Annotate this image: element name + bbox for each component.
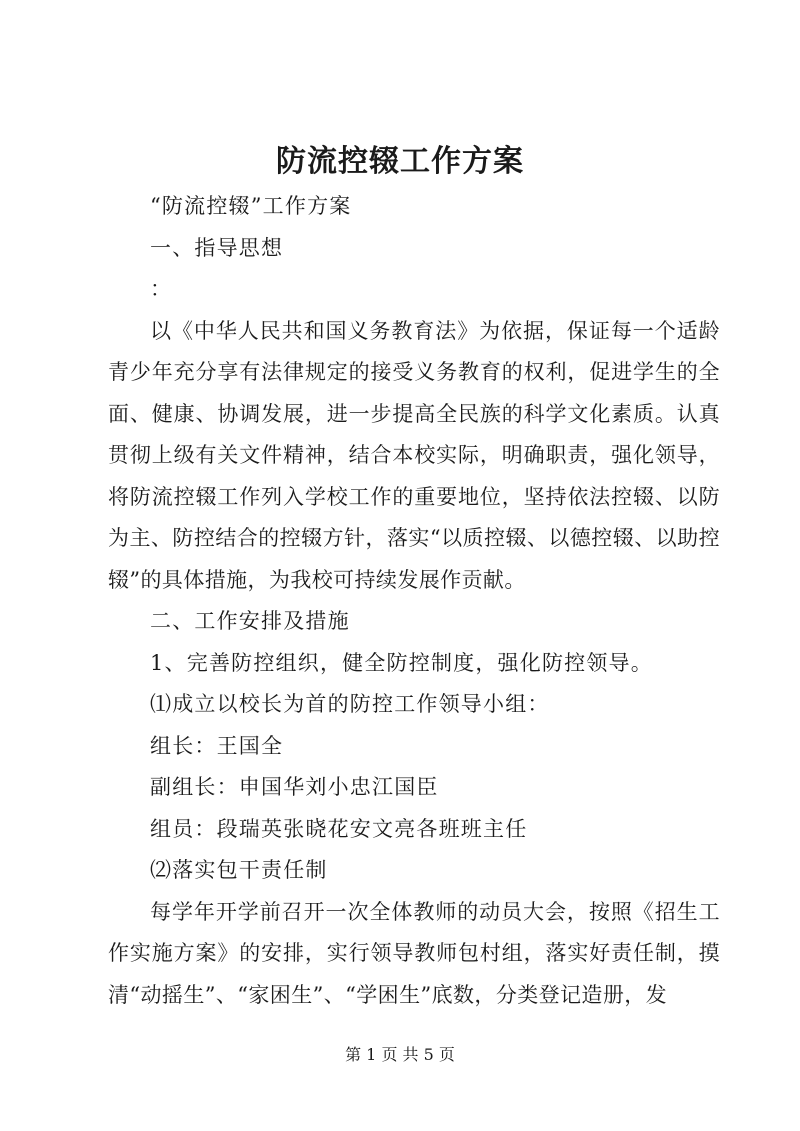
paragraph-heading-guiding-thought: 一、指导思想 (150, 235, 284, 260)
paragraph-item-1-sub-1: ⑴成立以校长为首的防控工作领导小组： (150, 692, 550, 716)
page-footer: 第 1 页 共 5 页 (345, 1045, 455, 1064)
paragraph-item-1-sub-2: ⑵落实包干责任制 (150, 858, 328, 882)
paragraph-colon: ： (150, 277, 173, 301)
document-title: 防流控辍工作方案 (276, 144, 524, 179)
paragraph-item-1: 1、完善防控组织，健全防控制度，强化防控领导。 (150, 650, 653, 675)
paragraph-group-leader: 组长：王国全 (150, 733, 284, 758)
paragraph-deputy-leaders: 副组长：申国华刘小忠江国臣 (150, 775, 439, 799)
paragraph-responsibility-body: 每学年开学前召开一次全体教师的动员大会，按照《招生工作实施方案》的安排，实行领导教师包村组，落实好责任制，摸清“动摇生”、“家困生”、“学困生”底数，分类登记造册，发 (108, 899, 720, 1007)
paragraph-subtitle: “防流控辍”工作方案 (150, 194, 352, 218)
document-body (108, 186, 720, 1016)
paragraph-guiding-thought-body: 以《中华人民共和国义务教育法》为依据，保证每一个适龄青少年充分享有法律规定的接受义务教育的权利，促进学生的全面、健康、协调发展，进一步提高全民族的科学文化素质。认真贯彻上级有关文件精神，结合本校实际，明确职责，强化领导，将防流控辍工作列入学校工作的重要地位，坚持依法控辍、以防为主、防控结合的控辍方针，落实“以质控辍、以德控辍、以助控辍”的具体措施，为我校可持续发展作贡献。 (108, 318, 720, 592)
paragraph-heading-arrangements: 二、工作安排及措施 (150, 609, 350, 633)
paragraph-members: 组员：段瑞英张晓花安文亮各班班主任 (150, 816, 528, 841)
